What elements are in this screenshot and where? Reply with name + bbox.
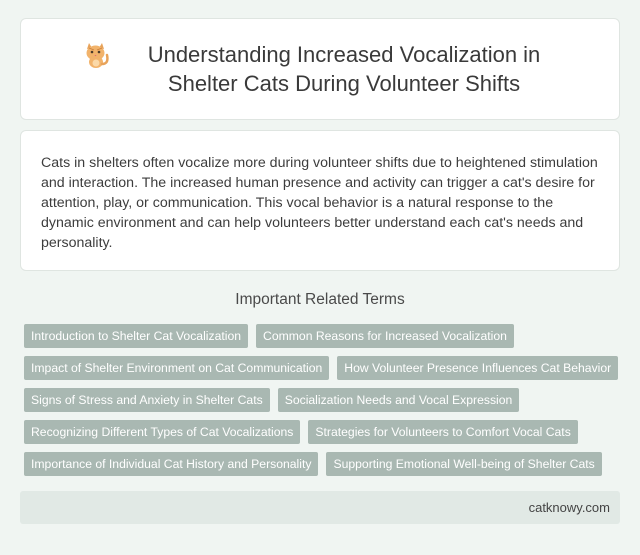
related-term-tag[interactable]: How Volunteer Presence Influences Cat Behavior xyxy=(337,356,618,380)
related-terms-heading: Important Related Terms xyxy=(235,291,405,308)
footer xyxy=(20,491,620,524)
related-term-tag[interactable]: Supporting Emotional Well-being of Shelter Cats xyxy=(326,452,601,476)
related-term-tag[interactable]: Impact of Shelter Environment on Cat Communication xyxy=(24,356,329,380)
title-row xyxy=(81,40,559,98)
tag-row xyxy=(24,420,624,444)
page-title: Understanding Increased Vocalization in Shelter Cats During Volunteer Shifts xyxy=(147,42,541,96)
related-term-tag[interactable]: Socialization Needs and Vocal Expression xyxy=(278,388,520,412)
tag-row xyxy=(24,324,624,348)
tag-row xyxy=(24,356,624,380)
title-card xyxy=(20,18,620,120)
related-term-tag[interactable]: Signs of Stress and Anxiety in Shelter Cats xyxy=(24,388,270,412)
tag-row xyxy=(24,452,624,476)
tag-row xyxy=(24,388,624,412)
related-term-tag[interactable]: Recognizing Different Types of Cat Vocalizations xyxy=(24,420,300,444)
related-terms-list xyxy=(24,324,624,484)
site-link[interactable]: catknowy.com xyxy=(528,500,610,515)
cat-icon xyxy=(81,40,111,70)
related-term-tag[interactable]: Introduction to Shelter Cat Vocalization xyxy=(24,324,248,348)
description-card xyxy=(20,130,620,271)
related-term-tag[interactable]: Common Reasons for Increased Vocalization xyxy=(256,324,514,348)
related-term-tag[interactable]: Importance of Individual Cat History and Personality xyxy=(24,452,318,476)
related-term-tag[interactable]: Strategies for Volunteers to Comfort Vocal Cats xyxy=(308,420,577,444)
description-text: Cats in shelters often vocalize more during volunteer shifts due to heightened stimulation and interaction. The increased human presence and activity can trigger a cat's desire for attention, play, or communication. This vocal behavior is a natural response to the dynamic environment and can help volunteers better understand each cat's needs and personality. xyxy=(41,155,598,251)
